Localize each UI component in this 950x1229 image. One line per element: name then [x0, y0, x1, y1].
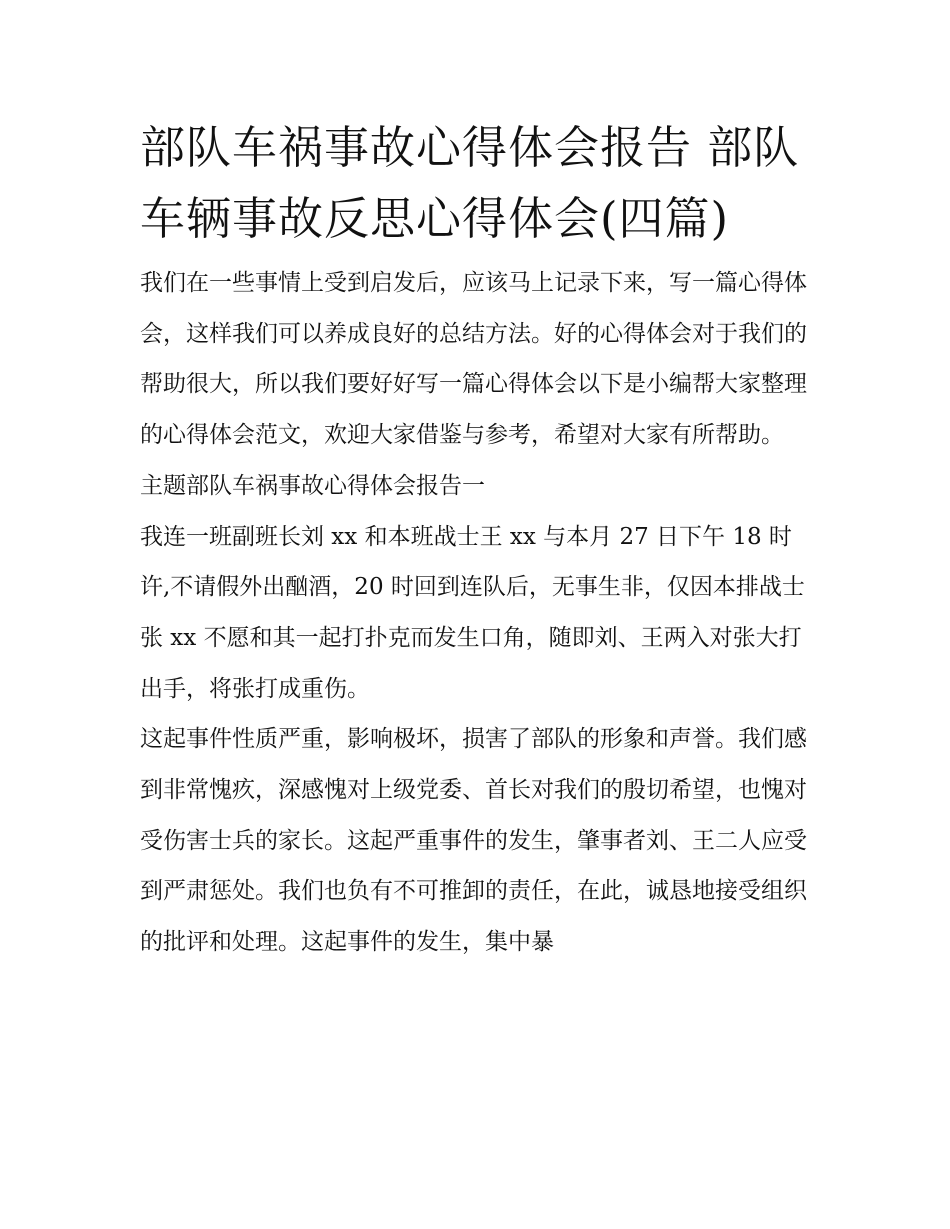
- paragraph-intro: 我们在一些事情上受到启发后，应该马上记录下来，写一篇心得体会，这样我们可以养成良好的总结方法。好的心得体会对于我们的帮助很大，所以我们要好好写一篇心得体会以下是小编帮大家整理的心得体会范文，欢迎大家借鉴与参考，希望对大家有所帮助。: [140, 270, 807, 449]
- document-page: [140, 112, 820, 968]
- document-title: 部队车祸事故心得体会报告 部队车辆事故反思心得体会(四篇): [140, 121, 800, 245]
- paragraph-incident: 我连一班副班长刘 xx 和本班战士王 xx 与本月 27 日下午 18 时许,不请假外出酗酒，20 时回到连队后，无事生非，仅因本排战士张 xx 不愿和其一起打扑克而发生口角，随即刘、王两入对张大打出手，将张打成重伤。: [140, 523, 805, 702]
- paragraph-reflection: 这起事件性质严重，影响极坏，损害了部队的形象和声誉。我们感到非常愧疚，深感愧对上级党委、首长对我们的殷切希望，也愧对受伤害士兵的家长。这起严重事件的发生，肇事者刘、王二人应受到严肃惩处。我们也负有不可推卸的责任，在此，诚恳地接受组织的批评和处理。这起事件的发生，集中暴: [140, 726, 807, 956]
- paragraph-heading-one: 主题部队车祸事故心得体会报告一: [140, 472, 485, 499]
